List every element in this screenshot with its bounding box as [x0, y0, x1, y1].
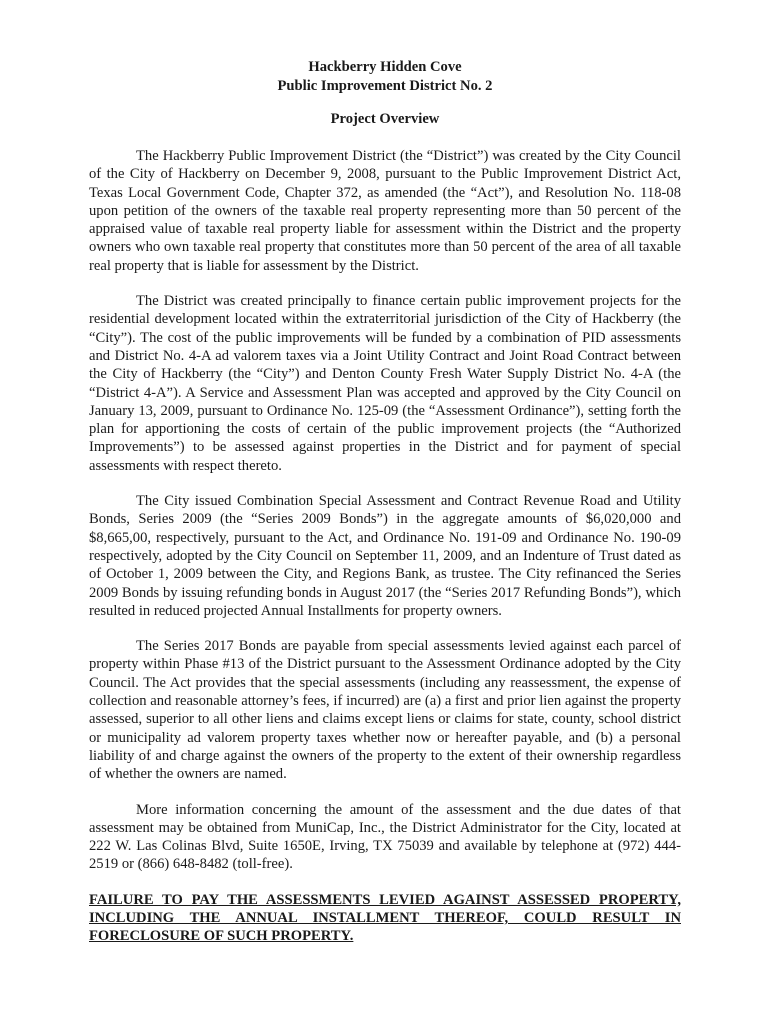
section-title: Project Overview	[330, 111, 440, 127]
document-body	[89, 58, 681, 946]
paragraph-bond-payment: The Series 2017 Bonds are payable from special assessments levied against each parcel of property within Phase #13 of the District pursuant to the Assessment Ordinance adopted by the City Council. The Act provides that the special assessments (including any reassessment, the expense of collection and reasonable attorney’s fees, if incurred) are (a) a first and prior lien against the property assessed, superior to all other liens and claims except liens or claims for state, county, school district or municipality ad valorem property taxes whether now or hereafter payable, and (b) a personal liability of and charge against the owners of the property to the extent of their ownership regardless of whether the owners are named.	[89, 638, 681, 783]
paragraph-district-purpose: The District was created principally to finance certain public improvement projects for the residential development located within the extraterritorial jurisdiction of the City of Hackberry (the “City”). The cost of the public improvements will be funded by a combination of PID assessments and District No. 4-A ad valorem taxes via a Joint Utility Contract and Joint Road Contract between the City of Hackberry (the “City”) and Denton County Fresh Water Supply District No. 4-A (the “District 4-A”). A Service and Assessment Plan was accepted and approved by the City Council on January 13, 2009, pursuant to Ordinance No. 125-09 (the “Assessment Ordinance”), setting forth the plan for apportioning the costs of certain of the public improvement projects (the “Authorized Improvements”) to be assessed against properties in the District and for payment of special assessments with respect thereto.	[89, 293, 681, 474]
paragraph-more-information: More information concerning the amount of the assessment and the due dates of that assessment may be obtained from MuniCap, Inc., the District Administrator for the City, located at 222 W. Las Colinas Blvd, Suite 1650E, Irving, TX 75039 and available by telephone at (972) 444-2519 or (866) 648-8482 (toll-free).	[89, 801, 681, 873]
paragraph-bond-issuance: The City issued Combination Special Assessment and Contract Revenue Road and Utility Bonds, Series 2009 (the “Series 2009 Bonds”) in the aggregate amounts of $6,020,000 and $8,665,00, respectively, pursuant to the Act, and Ordinance No. 191-09 and Ordinance No. 190-09 respectively, adopted by the City Council on September 11, 2009, and an Indenture of Trust dated as of October 1, 2009 between the City, and Regions Bank, as trustee. The City refinanced the Series 2009 Bonds by issuing refunding bonds in August 2017 (the “Series 2017 Refunding Bonds”), which resulted in reduced projected Annual Installments for property owners.	[89, 493, 681, 619]
document-title: Hackberry Hidden Cove	[308, 59, 462, 75]
foreclosure-warning: FAILURE TO PAY THE ASSESSMENTS LEVIED AGAINST ASSESSED PROPERTY, INCLUDING THE ANNUAL INSTALLMENT THEREOF, COULD RESULT IN FORECLOSURE OF SUCH PROPERTY.	[89, 891, 681, 945]
document-subtitle: Public Improvement District No. 2	[277, 78, 493, 94]
paragraph-district-creation: The Hackberry Public Improvement District (the “District”) was created by the City Council of the City of Hackberry on December 9, 2008, pursuant to the Public Improvement District Act, Texas Local Government Code, Chapter 372, as amended (the “Act”), and Resolution No. 118-08 upon petition of the owners of the taxable real property representing more than 50 percent of the appraised value of taxable real property liable for assessment within the District and the property owners who own taxable real property that constitutes more than 50 percent of the area of all taxable real property that is liable for assessment by the District.	[89, 148, 681, 274]
